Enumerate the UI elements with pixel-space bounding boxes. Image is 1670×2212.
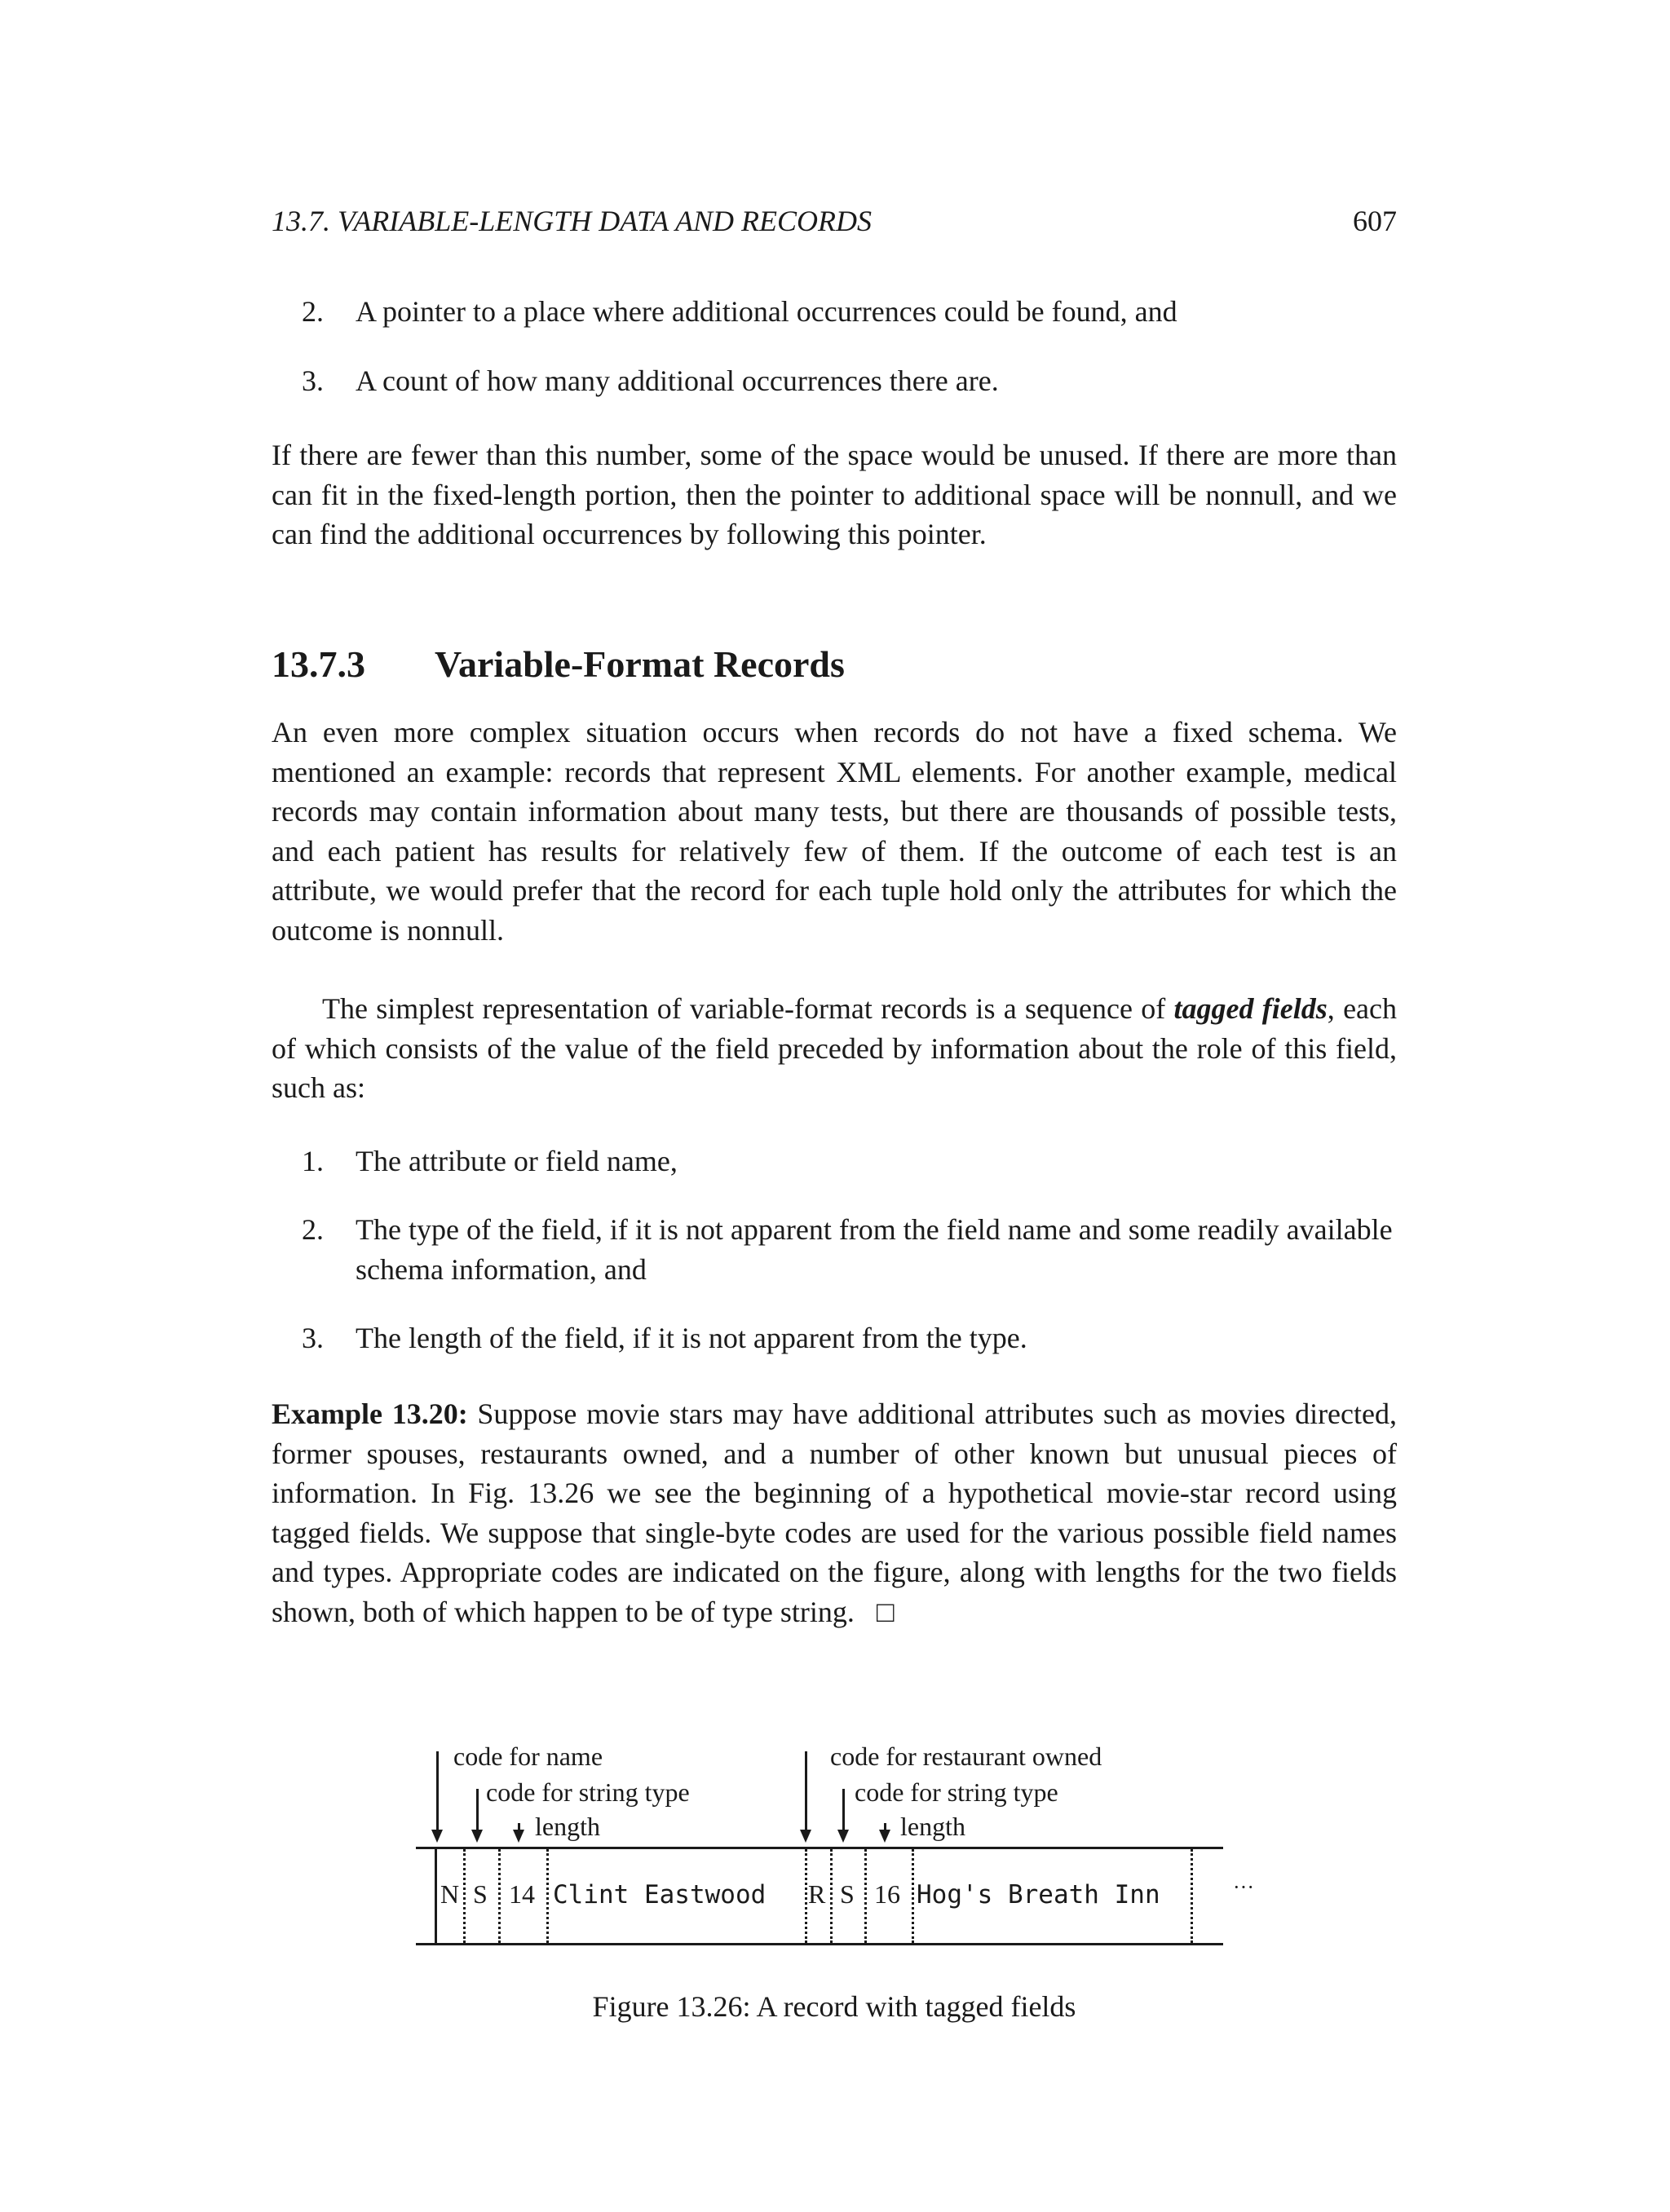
cell-length: 14 <box>509 1879 535 1909</box>
example-label: Example 13.20: <box>272 1397 468 1430</box>
arrow-code-for-restaurant <box>805 1751 807 1833</box>
cell-value: Clint Eastwood <box>553 1880 767 1910</box>
list-item-number: 3. <box>302 364 324 397</box>
cell-field-name-code: R <box>808 1879 826 1909</box>
label-code-for-name: code for name <box>453 1742 603 1771</box>
arrow-head <box>431 1830 443 1843</box>
cell-length: 16 <box>874 1879 900 1909</box>
label-code-for-string-type: code for string type <box>855 1777 1058 1807</box>
arrow-head <box>879 1830 890 1843</box>
cell-type-code: S <box>840 1879 855 1909</box>
arrow-code-for-name <box>436 1751 439 1833</box>
list-item-number: 2. <box>302 295 324 328</box>
record-bottom-border <box>416 1943 1223 1945</box>
cell-type-code: S <box>473 1879 488 1909</box>
emphasis-term: tagged fields <box>1173 992 1328 1025</box>
section-title: Variable-Format Records <box>435 643 845 685</box>
field-separator <box>830 1849 833 1943</box>
arrow-code-for-string-type <box>476 1789 479 1833</box>
arrow-head <box>837 1830 849 1843</box>
arrow-head <box>513 1830 524 1843</box>
example-paragraph <box>272 1394 1397 1631</box>
field-separator <box>1191 1849 1193 1943</box>
end-of-example-mark: □ <box>876 1595 895 1628</box>
list-item-text: The type of the field, if it is not apparent from the field name and some readily available schema information, and <box>356 1213 1393 1286</box>
label-length: length <box>900 1812 965 1841</box>
section-number: 13.7.3 <box>272 643 365 685</box>
field-separator <box>805 1849 807 1943</box>
field-separator <box>498 1849 501 1943</box>
label-code-for-restaurant-owned: code for restaurant owned <box>830 1742 1102 1771</box>
section-heading <box>272 642 1397 691</box>
field-separator <box>864 1849 867 1943</box>
label-code-for-string-type: code for string type <box>486 1777 690 1807</box>
list-item-number: 3. <box>302 1322 324 1354</box>
paragraph <box>272 989 1397 1108</box>
field-separator <box>912 1849 914 1943</box>
list-item-text: A pointer to a place where additional occurrences could be found, and <box>356 295 1177 328</box>
arrow-head <box>471 1830 483 1843</box>
field-separator <box>546 1849 549 1943</box>
arrow-code-for-string-type <box>842 1789 845 1833</box>
running-head-title: 13.7. VARIABLE-LENGTH DATA AND RECORDS <box>272 205 872 237</box>
list-item-text: A count of how many additional occurrences there are. <box>356 364 999 397</box>
continuation-ellipsis: ··· <box>1233 1875 1254 1899</box>
record-left-border <box>435 1847 437 1945</box>
paragraph: An even more complex situation occurs when records do not have a fixed schema. We mentioned an example: records that represent XML elements. For another example, medical records may contain information about many tests, but there are thousands of possible tests, and each patient has results for relatively few of them. If the outcome of each test is an attribute, we would prefer that the record for each tuple hold only the attributes for which the outcome is nonnull. <box>272 716 1397 947</box>
paragraph: If there are fewer than this number, some of the space would be unused. If there are more than can fit in the fixed-length portion, then the pointer to additional space will be nonnull, and we can find the additional occurrences by following this pointer. <box>272 439 1397 550</box>
cell-field-name-code: N <box>440 1879 460 1909</box>
paragraph-text: The simplest representation of variable-format records is a sequence of <box>322 992 1174 1025</box>
example-text: Suppose movie stars may have additional attributes such as movies directed, former spouses, restaurants owned, and a number of other known but unusual pieces of information. In Fig. 13.26 we see the beginning of a hypothetical movie-star record using tagged fields. We suppose that single-byte codes are used for the various possible field names and types. Appropriate codes are indicated on the figure, along with lengths for the two fields shown, both of which happen to be of type string. <box>272 1397 1397 1628</box>
list-item-text: The attribute or field name, <box>356 1145 678 1177</box>
list-item-number: 1. <box>302 1145 324 1177</box>
record-top-border <box>416 1847 1223 1849</box>
arrow-head <box>800 1830 811 1843</box>
running-head <box>272 204 1397 240</box>
field-separator <box>463 1849 466 1943</box>
figure-caption: Figure 13.26: A record with tagged fields <box>592 1990 1076 2023</box>
cell-value: Hog's Breath Inn <box>917 1880 1160 1910</box>
list-item-text: The length of the field, if it is not apparent from the type. <box>356 1322 1027 1354</box>
list-item-number: 2. <box>302 1213 324 1246</box>
paragraph-text: , each of which consists of the value of the field preceded by information about the role of this field, such as: <box>272 992 1398 1104</box>
label-length: length <box>535 1812 600 1841</box>
page-number: 607 <box>1353 205 1397 237</box>
